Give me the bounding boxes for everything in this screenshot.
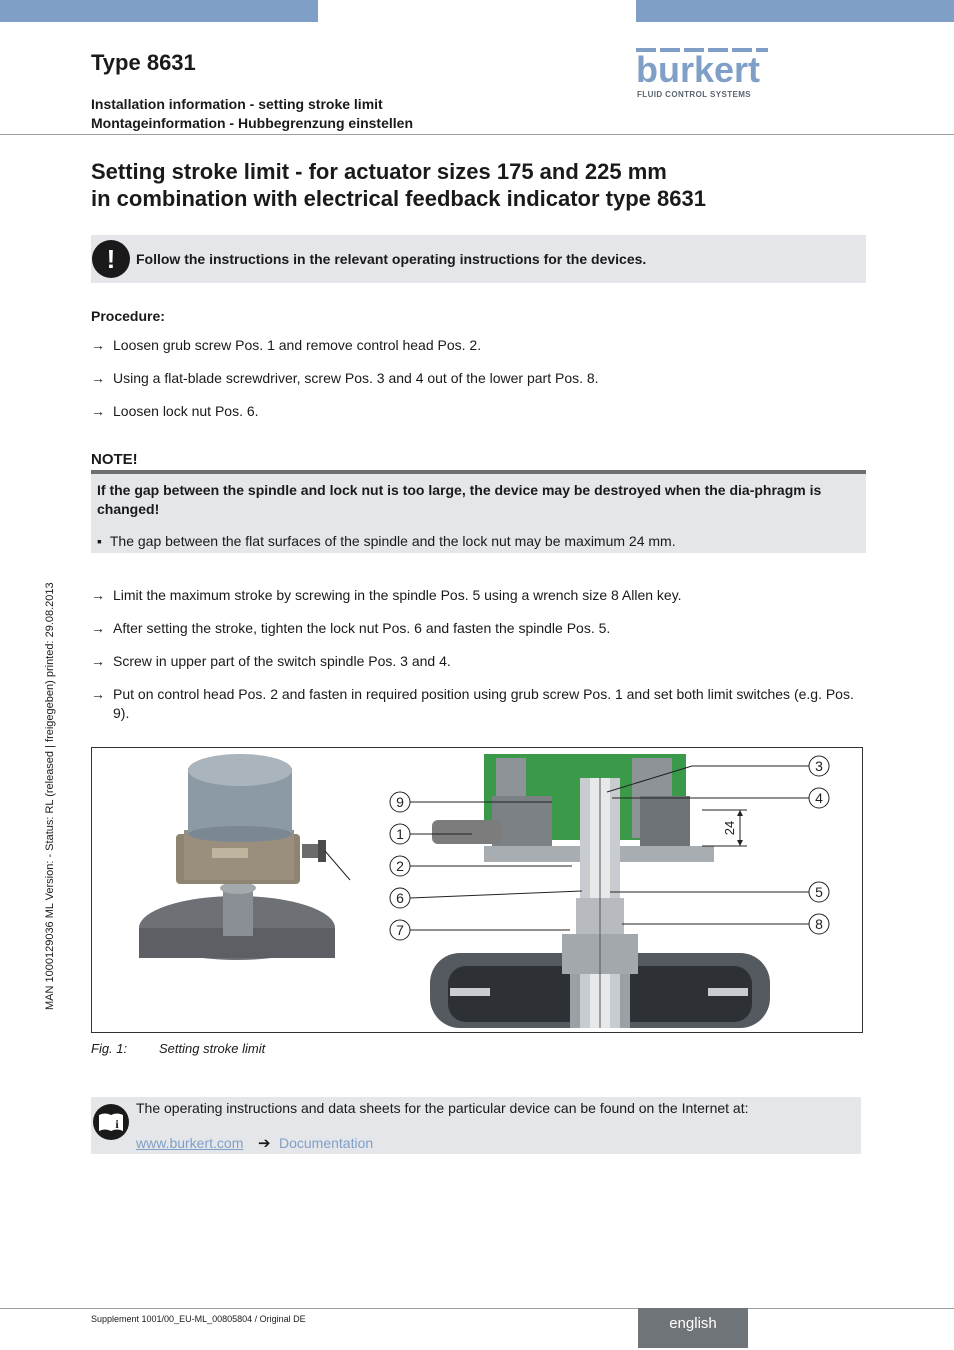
arrow-icon: → <box>91 620 105 636</box>
logo-word: burkert <box>636 49 761 90</box>
callout-4 <box>809 788 829 808</box>
callout-label: 5 <box>815 884 823 900</box>
step-text: Put on control head Pos. 2 and fasten in required position using grub screw Pos. 1 and set both limit switches (e.g. Pos. 9). <box>113 686 854 721</box>
info-text: The operating instructions and data sheets for the particular device can be found on the Internet at: <box>136 1100 749 1116</box>
stroke-limit-illustration <box>92 748 862 1032</box>
figure-caption-text: Setting stroke limit <box>159 1041 266 1056</box>
step-text: Screw in upper part of the switch spindle Pos. 3 and 4. <box>113 653 451 669</box>
manual-info-icon <box>92 1103 130 1141</box>
figure-frame <box>91 747 863 1033</box>
document-status-vertical: MAN 1000129036 ML Version: - Status: RL (released | freigegeben) printed: 29.08.2013 <box>44 582 56 1010</box>
callout-7 <box>390 920 410 940</box>
subtitle-english: Installation information - setting stroke limit <box>91 96 383 112</box>
note-title: NOTE! <box>91 451 138 468</box>
step-text: Limit the maximum stroke by screwing in the spindle Pos. 5 using a wrench size 8 Allen key. <box>113 587 682 603</box>
bullet-icon: ▪ <box>97 533 102 549</box>
footer-divider <box>0 1308 954 1309</box>
figure-caption-number: Fig. 1: <box>91 1041 128 1056</box>
language-tab: english <box>638 1308 748 1348</box>
callout-1 <box>390 824 410 844</box>
callout-9 <box>390 792 410 812</box>
step-text: Loosen lock nut Pos. 6. <box>113 403 259 419</box>
burkert-logo <box>636 46 768 102</box>
dimension-label: 24 <box>722 820 737 836</box>
step-item <box>91 369 866 388</box>
subtitle-german: Montageinformation - Hubbegrenzung einstellen <box>91 115 413 131</box>
arrow-icon: → <box>91 403 105 419</box>
note-bullet <box>97 533 676 549</box>
header-bar-right <box>636 0 954 22</box>
documentation-link[interactable]: Documentation <box>279 1135 374 1151</box>
callout-label: 4 <box>815 790 823 806</box>
step-item <box>91 336 866 355</box>
burkert-website-link[interactable]: www.burkert.com <box>136 1135 244 1151</box>
arrow-icon: → <box>91 653 105 669</box>
document-type: Type 8631 <box>91 50 196 75</box>
step-item <box>91 652 866 671</box>
note-bullet-text: The gap between the flat surfaces of the spindle and the lock nut may be maximum 24 mm. <box>109 533 676 549</box>
arrow-right-icon: ➔ <box>258 1135 271 1152</box>
callout-label: 7 <box>396 922 404 938</box>
callout-5 <box>809 882 829 902</box>
logo-tagline: FLUID CONTROL SYSTEMS <box>637 90 752 99</box>
callout-label: 8 <box>815 916 823 932</box>
callout-label: 2 <box>396 858 404 874</box>
page-title <box>91 158 891 212</box>
step-item <box>91 619 866 638</box>
callout-8 <box>809 914 829 934</box>
step-item <box>91 402 866 421</box>
footer-text: Supplement 1001/00_EU-ML_00805804 / Original DE <box>91 1314 306 1324</box>
step-text: After setting the stroke, tighten the lock nut Pos. 6 and fasten the spindle Pos. 5. <box>113 620 611 636</box>
page-title-line-1: Setting stroke limit - for actuator sizes 175 and 225 mm <box>91 159 667 184</box>
step-item <box>91 685 866 723</box>
warning-text: Follow the instructions in the relevant operating instructions for the devices. <box>136 251 647 267</box>
callout-label: 9 <box>396 794 404 810</box>
callout-2 <box>390 856 410 876</box>
callout-6 <box>390 888 410 908</box>
procedure-label: Procedure: <box>91 308 165 324</box>
svg-text:i: i <box>115 1117 119 1131</box>
header-divider <box>0 134 954 135</box>
arrow-icon: → <box>91 686 105 702</box>
page-title-line-2: in combination with electrical feedback indicator type 8631 <box>91 186 706 211</box>
callout-3 <box>809 756 829 776</box>
step-text: Loosen grub screw Pos. 1 and remove control head Pos. 2. <box>113 337 482 353</box>
callout-label: 3 <box>815 758 823 774</box>
step-item <box>91 586 866 605</box>
header-bar-left <box>0 0 318 22</box>
arrow-icon: → <box>91 370 105 386</box>
note-warning-text: If the gap between the spindle and lock nut is too large, the device may be destroyed when the dia-phragm is changed! <box>97 482 822 517</box>
arrow-icon: → <box>91 587 105 603</box>
exclamation-icon: ! <box>92 240 130 278</box>
step-text: Using a flat-blade screwdriver, screw Pos. 3 and 4 out of the lower part Pos. 8. <box>113 370 599 386</box>
callout-label: 1 <box>396 826 404 842</box>
callout-label: 6 <box>396 890 404 906</box>
arrow-icon: → <box>91 337 105 353</box>
